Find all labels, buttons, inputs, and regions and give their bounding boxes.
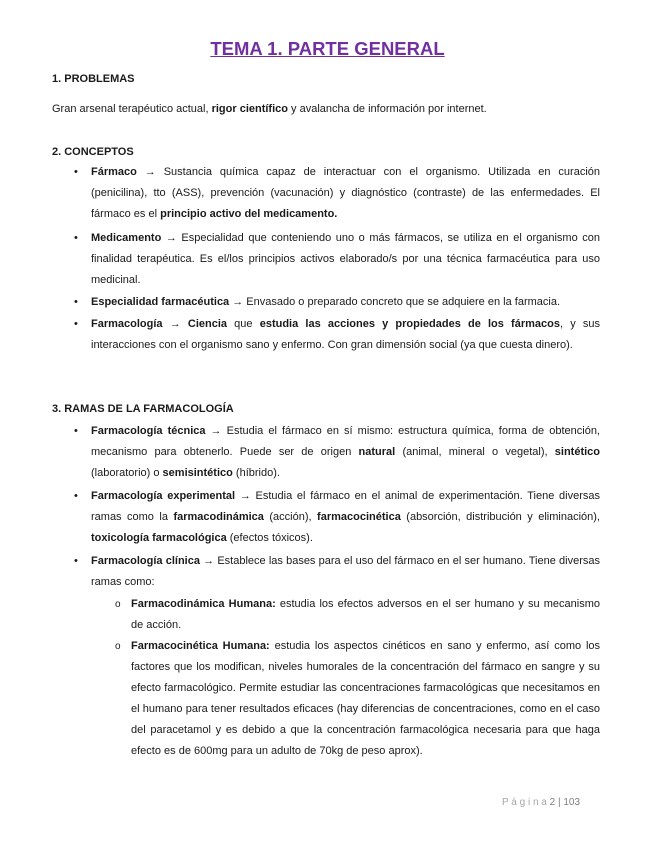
list-item-farmacologia-clinica: Farmacología clínica → Establece las bases para el uso del fármaco en el ser humano. Tiene diversas ramas como:: [91, 555, 600, 588]
bullet-icon: •: [74, 166, 78, 178]
sub-bullet-icon: o: [115, 599, 121, 610]
list-item-farmaco: Fármaco → Sustancia química capaz de interactuar con el organismo. Utilizada en curación (penicilina), tto (ASS), prevención (vacunación) y diagnóstico (contraste) de las enfermedades. El fármaco es el principio activo del medicamento.: [91, 166, 600, 220]
sublist-item-farmacodinamica-humana: Farmacodinámica Humana: estudia los efectos adversos en el ser humano y su mecanismo de acción.: [131, 598, 601, 631]
page-number-footer: P á g i n a 2 | 103: [502, 797, 581, 808]
section-heading-conceptos: 2. CONCEPTOS: [52, 146, 134, 158]
section-heading-problemas: 1. PROBLEMAS: [52, 73, 135, 85]
list-item-farmacologia-tecnica: Farmacología técnica → Estudia el fármaco en sí mismo: estructura química, forma de obtención, mecanismo para obtenerlo. Puede ser de origen natural (animal, mineral o vegetal), sintético (laboratorio) o semisintético (híbrido).: [91, 425, 601, 479]
bullet-icon: •: [74, 296, 78, 308]
page-title: TEMA 1. PARTE GENERAL: [210, 38, 445, 59]
bullet-icon: •: [74, 425, 78, 437]
bullet-icon: •: [74, 490, 78, 502]
sublist-item-farmacocinetica-humana: Farmacocinética Humana: estudia los aspectos cinéticos en sano y enfermo, así como los factores que los modifican, niveles humorales de la concentración del fármaco en sangre y su efecto farmacológico. Permite estudiar las concentraciones farmacológicas que necesitamos en el humano para tener resultados eficaces (hay diferencias de concentraciones, como en el caso del paracetamol y es debido a que la concentración farmacológica necesaria para que haga efecto es de 600mg para un adulto de 70kg de peso aprox).: [131, 640, 601, 757]
bullet-icon: •: [74, 232, 78, 244]
list-item-farmacologia: Farmacología → Ciencia que estudia las acciones y propiedades de los fármacos, y sus interacciones con el organismo sano y enfermo. Con gran dimensión social (ya que cuesta dinero).: [91, 318, 600, 351]
list-item-farmacologia-experimental: Farmacología experimental → Estudia el fármaco en el animal de experimentación. Tiene diversas ramas como la farmacodinámica (acción), farmacocinética (absorción, distribución y eliminación), toxicología farmacológica (efectos tóxicos).: [91, 490, 600, 544]
bullet-icon: •: [74, 555, 78, 567]
list-item-medicamento: Medicamento → Especialidad que conteniendo uno o más fármacos, se utiliza en el organismo con finalidad terapéutica. Es el/los principios activos elaborado/s por una técnica farmacéutica para uso medicinal.: [91, 232, 600, 286]
paragraph-problemas: Gran arsenal terapéutico actual, rigor científico y avalancha de información por internet.: [52, 103, 487, 115]
bullet-icon: •: [74, 318, 78, 330]
sub-bullet-icon: o: [115, 641, 121, 652]
list-item-especialidad: Especialidad farmacéutica → Envasado o preparado concreto que se adquiere en la farmacia.: [91, 296, 561, 308]
section-heading-ramas: 3. RAMAS DE LA FARMACOLOGÍA: [52, 403, 234, 415]
